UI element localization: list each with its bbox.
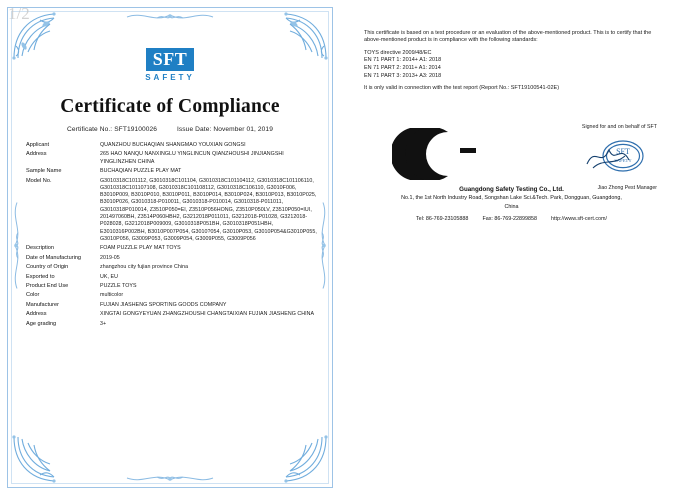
field-label: Address (26, 311, 47, 318)
table-row (26, 178, 320, 244)
edge-ornament-icon (125, 9, 215, 30)
field-value: FOAM PUZZLE PLAY MAT TOYS (100, 245, 181, 252)
field-label: Description (26, 245, 54, 252)
table-row (26, 292, 320, 299)
field-label: Model No. (26, 177, 52, 184)
list-item: EN 71 PART 2: 2011+ A1: 2014 (364, 65, 441, 71)
field-value: 265 HAO NANQU NANXINGLU YINGLINCUN QIANZHOUSHI JINJIANGSHI YINGLINZHEN CHINA (100, 151, 284, 165)
field-value: BUCHAQIAN PUZZLE PLAY MAT (100, 168, 182, 175)
corner-ornament-icon (10, 433, 72, 485)
list-item: EN 71 PART 1: 2014+ A1: 2018 (364, 57, 442, 64)
table-row (26, 142, 320, 149)
table-row (26, 151, 320, 166)
corner-ornament-icon (268, 433, 330, 485)
fax (482, 215, 537, 223)
field-label: Date of Manufacturing (26, 254, 82, 261)
list-item: TOYS directive 2009/48/EC (364, 49, 432, 56)
table-row (26, 245, 320, 252)
field-label: Sample Name (26, 168, 62, 175)
issuer-contact-line (364, 215, 659, 223)
table-row (26, 321, 320, 328)
field-label: Exported to (26, 273, 55, 280)
telephone (416, 215, 468, 223)
certificate-right-panel (340, 0, 679, 495)
telephone-value: 86-769-23105888 (425, 216, 469, 223)
issuer-address-line-1: No.1, the 1st North Industry Road, Songshan Lake Sci.&Tech. Park, Dongguan, Guangdong, (401, 195, 622, 202)
list-item: EN 71 PART 3: 2013+ A3: 2018 (364, 72, 442, 79)
field-value: UK, EU (100, 273, 118, 280)
table-row (26, 274, 320, 281)
table-row (26, 168, 320, 175)
svg-text:SAFETY: SAFETY (614, 158, 632, 163)
field-label: Address (26, 151, 47, 158)
issuer-name: Guangdong Safety Testing Co., Ltd. (459, 186, 564, 193)
field-value: zhangzhou city fujian province China (100, 264, 189, 271)
field-label: Manufacturer (26, 301, 59, 308)
field-value: 2019-05 (100, 254, 120, 261)
field-value: 3+ (100, 320, 107, 327)
field-label: Age grading (26, 320, 57, 327)
certificate-no-value: SFT19100026 (114, 126, 158, 133)
field-value: XINGTAI GONGYEYUAN ZHANGZHOUSHI CHANGTAIXIAN FUJIAN JIASHENG CHINA (100, 311, 315, 318)
certificate-no-label: Certificate No.: (67, 126, 113, 133)
signed-for-label: Signed for and on behalf of SFT (581, 124, 657, 130)
company-stamp-icon (583, 134, 657, 180)
field-label: Product End Use (26, 282, 69, 289)
sft-logo (0, 48, 340, 82)
ce-mark-icon (392, 128, 488, 180)
fax-label: Fax: (482, 216, 493, 223)
compliance-statement-block (364, 30, 659, 93)
field-value: PUZZLE TOYS (100, 282, 137, 289)
field-label: Applicant (26, 142, 50, 148)
signer-name: Jiao Zhong Pest Manager (597, 185, 657, 191)
issuer-address-line-2: China (504, 203, 519, 210)
validity-note: It is only valid in connection with the test report (Report No.: SFT19100541-02E) (364, 85, 560, 92)
fax-value: 86-769-22899858 (494, 216, 537, 223)
edge-ornament-icon (125, 465, 215, 486)
page-title: Certificate of Compliance (60, 96, 280, 117)
field-value: QUANZHOU BUCHAQIAN SHANGMAO YOUXIAN GONGSI (100, 142, 246, 148)
field-value: G3010318C101112, G3010318C101104, G3010318C101104112, G3010318C101106110, G3010318C101107108, G3010318C101108112, G3010318C106110, G3010F006, B3010P009, B3010P010, B3010P011, B3010P014, B3010P024, B3010P013, B3010P025, B3010P026, G3010318-P010011, G3010318-P010014, G3010318-P011011, G3010318P010014, Z3510P050=EI, Z3510P056HONG, Z3510P050LV, Z3510P050=IUI, 201497060BH, Z3514P060HBH2, G3212018P011011, G3212018-P01028, G3212018-P028028, G3212018P009009, G3010318P051BH, G3010318P051HBH, E3010316P002BH, B3010P007P054, G3010?054, G3010P053, G3010P054&G3010P055, G3010P056, G3009P053, G3009P054, G3009P055, G3009P056 (100, 177, 317, 242)
table-row (26, 302, 320, 309)
standards-list (364, 50, 659, 80)
telephone-label: Tel: (415, 216, 425, 223)
table-row (26, 264, 320, 271)
logo-subtitle: SAFETY (145, 73, 195, 82)
issuer-info (364, 186, 659, 224)
table-row (26, 283, 320, 290)
svg-text:SFT: SFT (616, 147, 630, 156)
compliance-statement: This certificate is based on a test procedure or an evaluation of the above-mentioned product. This is to certify that the above-mentioned product is in compliance with the following standards: (364, 30, 652, 44)
edge-ornament-icon (9, 200, 25, 295)
certificate-meta (0, 126, 340, 133)
table-row (26, 311, 320, 318)
logo-mark: SFT (146, 48, 195, 71)
website-link[interactable]: http://www.sft-cert.com/ (551, 216, 608, 223)
certificate-details-table (26, 142, 320, 330)
field-value: FUJIAN JIASHENG SPORTING GOODS COMPANY (100, 301, 227, 308)
page-number-watermark: 1/2 (8, 4, 30, 23)
field-label: Color (26, 292, 40, 299)
field-label: Country of Origin (26, 264, 69, 271)
field-value: multicolor (100, 292, 124, 299)
issue-date-label: Issue Date: (176, 126, 212, 133)
table-row (26, 255, 320, 262)
signature-block (487, 124, 657, 191)
issue-date-value: November 01, 2019 (213, 126, 273, 133)
